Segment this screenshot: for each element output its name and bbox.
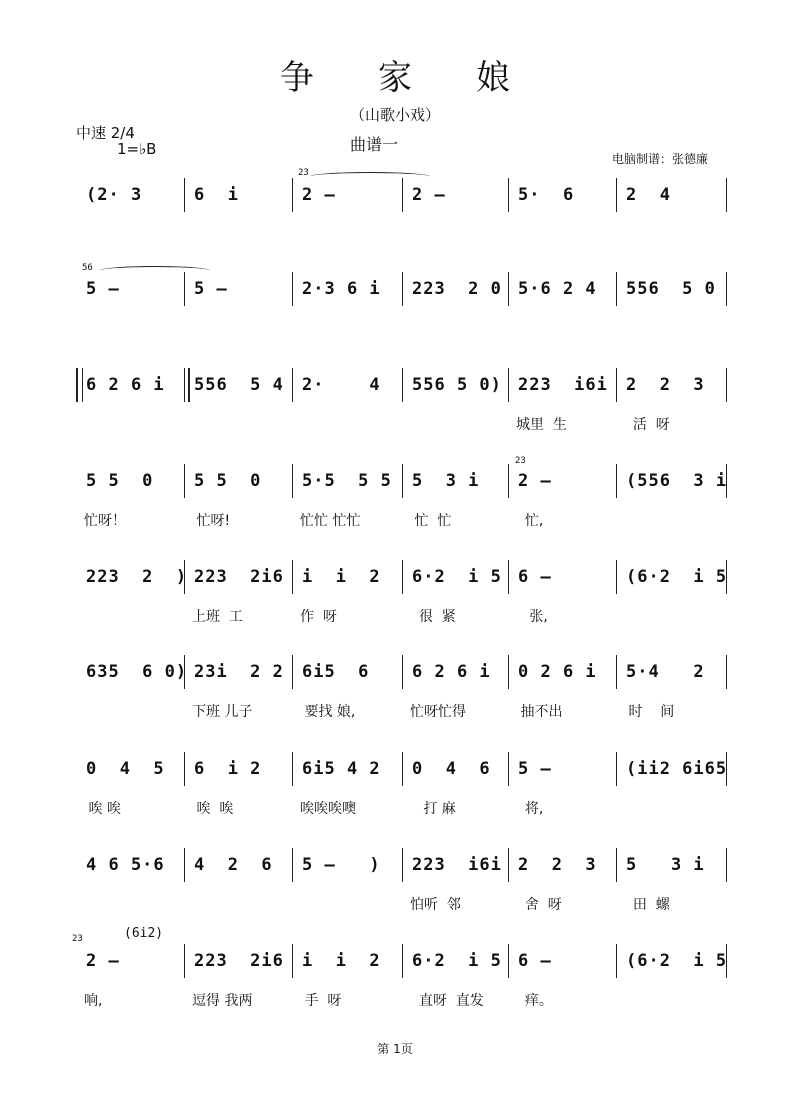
slur-mark [310, 172, 430, 181]
bar-line [292, 368, 293, 402]
bar-line [616, 272, 617, 306]
lyric-text: 响, [84, 993, 103, 1009]
staff-row [76, 944, 728, 984]
lyric-text: 忙呀忙得 [410, 704, 466, 720]
measure-notes: 5 – [86, 279, 120, 299]
measure-notes: i i 2 [302, 567, 381, 587]
bar-line [292, 848, 293, 882]
bar-line [184, 272, 185, 306]
measure-notes: 6·2 i 5 [412, 567, 502, 587]
bar-line [508, 272, 509, 306]
bar-line [726, 272, 727, 306]
measure-notes: 6·2 i 5 [412, 951, 502, 971]
measure-notes: 556 5 0 [626, 279, 716, 299]
bar-line [292, 272, 293, 306]
measure-notes: 223 2 ) [86, 567, 188, 587]
bar-line [726, 368, 727, 402]
bar-line [616, 752, 617, 786]
measure-notes: 5 – ) [302, 855, 381, 875]
bar-line [616, 464, 617, 498]
measure-notes: 6 i 2 [194, 759, 262, 779]
ornament-note: (6i2) [124, 926, 164, 941]
measure-notes: i i 2 [302, 951, 381, 971]
bar-line [184, 464, 185, 498]
staff-row [76, 368, 728, 408]
lyric-text: 舍 呀 [516, 897, 562, 913]
staff-row [76, 272, 728, 312]
measure-notes: 2 – [86, 951, 120, 971]
staff-row [76, 848, 728, 888]
measure-notes: 5 5 0 [194, 471, 262, 491]
grace-note: 23 [515, 456, 526, 466]
bar-line [402, 655, 403, 689]
bar-line [616, 368, 617, 402]
lyric-text: 打 麻 [410, 801, 456, 817]
measure-notes: (2· 3 [86, 185, 143, 205]
key-label: 1=♭B [117, 140, 157, 158]
lyric-text: 要找 娘, [300, 704, 356, 720]
measure-notes: 6 i [194, 185, 239, 205]
staff-row [76, 655, 728, 695]
bar-line [402, 178, 403, 212]
lyric-text: 忙忙 忙忙 [300, 513, 361, 529]
measure-notes: 5 5 0 [86, 471, 154, 491]
measure-notes: 5·6 2 4 [518, 279, 597, 299]
bar-line [292, 655, 293, 689]
lyric-text: 抽不出 [516, 704, 563, 720]
grace-note: 23 [298, 168, 309, 178]
measure-notes: 6 – [518, 567, 552, 587]
measure-notes: 223 2 0 [412, 279, 502, 299]
bar-line [184, 368, 190, 402]
measure-notes: 556 5 0) [412, 375, 502, 395]
measure-notes: 23i 2 2 [194, 662, 284, 682]
measure-notes: 223 2i6 [194, 951, 284, 971]
score-label: 曲谱一 [350, 135, 399, 154]
staff-row [76, 560, 728, 600]
bar-line [726, 848, 727, 882]
measure-notes: 2 2 3 [626, 375, 705, 395]
measure-notes: 5 – [518, 759, 552, 779]
bar-line [292, 178, 293, 212]
measure-notes: 4 2 6 [194, 855, 273, 875]
lyric-text: 怕听 邻 [410, 897, 461, 913]
lyric-text: 时 间 [624, 704, 675, 720]
measure-notes: (6·2 i 5 [626, 567, 728, 587]
lyric-text: 活 呀 [624, 417, 670, 433]
bar-line [508, 560, 509, 594]
bar-line [292, 752, 293, 786]
measure-notes: 2 – [412, 185, 446, 205]
measure-notes: 2· 4 [302, 375, 381, 395]
measure-notes: 6 2 6 i [86, 375, 165, 395]
lyric-text: 田 螺 [624, 897, 670, 913]
lyric-text: 唉 唉 [84, 801, 121, 817]
lyric-text: 张, [516, 609, 548, 625]
bar-line [616, 655, 617, 689]
measure-notes: 2 – [518, 471, 552, 491]
bar-line [508, 464, 509, 498]
measure-notes: 2 4 [626, 185, 671, 205]
bar-line [726, 178, 727, 212]
measure-notes: 6 2 6 i [412, 662, 491, 682]
lyric-text: 忙呀！ [84, 513, 126, 529]
lyric-text: 城里 生 [516, 417, 567, 433]
bar-line [508, 848, 509, 882]
repeat-start-bar [76, 368, 83, 402]
lyric-text: 忙 忙 [410, 513, 452, 529]
bar-line [184, 752, 185, 786]
lyric-text: 唉 唉 [192, 801, 234, 817]
maker-label: 电脑制谱：张德廉 [612, 152, 709, 166]
measure-notes: 556 5 4 [194, 375, 284, 395]
measure-notes: (6·2 i 5 [626, 951, 728, 971]
measure-notes: 6 – [518, 951, 552, 971]
measure-notes: 635 6 0) [86, 662, 188, 682]
bar-line [402, 560, 403, 594]
bar-line [184, 944, 185, 978]
measure-notes: 5·4 2 [626, 662, 705, 682]
lyric-text: 作 呀 [300, 609, 337, 625]
lyric-text: 忙呀! [192, 513, 231, 529]
bar-line [292, 560, 293, 594]
bar-line [184, 848, 185, 882]
lyric-text: 将, [516, 801, 544, 817]
measure-notes: 5· 6 [518, 185, 575, 205]
lyric-text: 上班 工 [192, 609, 243, 625]
bar-line [508, 752, 509, 786]
measure-notes: 2 2 3 [518, 855, 597, 875]
grace-note: 23 [72, 934, 83, 944]
measure-notes: 5·5 5 5 [302, 471, 392, 491]
measure-notes: 0 2 6 i [518, 662, 597, 682]
bar-line [292, 944, 293, 978]
bar-line [508, 178, 509, 212]
staff-row [76, 464, 728, 504]
measure-notes: 4 6 5·6 [86, 855, 165, 875]
measure-notes: 0 4 6 [412, 759, 491, 779]
page-subtitle: （山歌小戏） [349, 106, 440, 124]
bar-line [616, 848, 617, 882]
page-title: 争家娘 [280, 58, 574, 98]
measure-notes: 223 2i6 [194, 567, 284, 587]
measure-notes: (556 3 i [626, 471, 728, 491]
bar-line [402, 944, 403, 978]
bar-line [508, 655, 509, 689]
lyric-text: 忙, [516, 513, 544, 529]
page-footer: 第 1页 [377, 1042, 413, 1056]
measure-notes: 6i5 6 [302, 662, 370, 682]
bar-line [726, 655, 727, 689]
lyric-text: 很 紧 [410, 609, 456, 625]
bar-line [184, 178, 185, 212]
bar-line [402, 368, 403, 402]
measure-notes: 223 i6i [518, 375, 608, 395]
grace-note: 56 [82, 263, 93, 273]
measure-notes: 6i5 4 2 [302, 759, 381, 779]
lyric-text: 下班 儿子 [192, 704, 253, 720]
lyric-text: 手 呀 [300, 993, 342, 1009]
bar-line [402, 848, 403, 882]
bar-line [402, 272, 403, 306]
measure-notes: 223 i6i [412, 855, 502, 875]
measure-notes: 2 – [302, 185, 336, 205]
bar-line [616, 944, 617, 978]
measure-notes: 5 3 i [626, 855, 705, 875]
tempo-label: 中速 2/4 [76, 124, 135, 142]
slur-mark [100, 266, 210, 275]
staff-row [76, 178, 728, 218]
bar-line [402, 464, 403, 498]
measure-notes: 2·3 6 i [302, 279, 381, 299]
staff-row [76, 752, 728, 792]
bar-line [508, 368, 509, 402]
bar-line [616, 178, 617, 212]
bar-line [292, 464, 293, 498]
lyric-text: 唉唉唉噢 [300, 801, 356, 817]
measure-notes: (ii2 6i65 [626, 759, 728, 779]
measure-notes: 0 4 5 [86, 759, 165, 779]
measure-notes: 5 3 i [412, 471, 480, 491]
lyric-text: 痒。 [516, 993, 553, 1009]
measure-notes: 5 – [194, 279, 228, 299]
bar-line [508, 944, 509, 978]
bar-line [616, 560, 617, 594]
bar-line [402, 752, 403, 786]
lyric-text: 直呀 直发 [410, 993, 484, 1009]
lyric-text: 逗得 我两 [192, 993, 253, 1009]
